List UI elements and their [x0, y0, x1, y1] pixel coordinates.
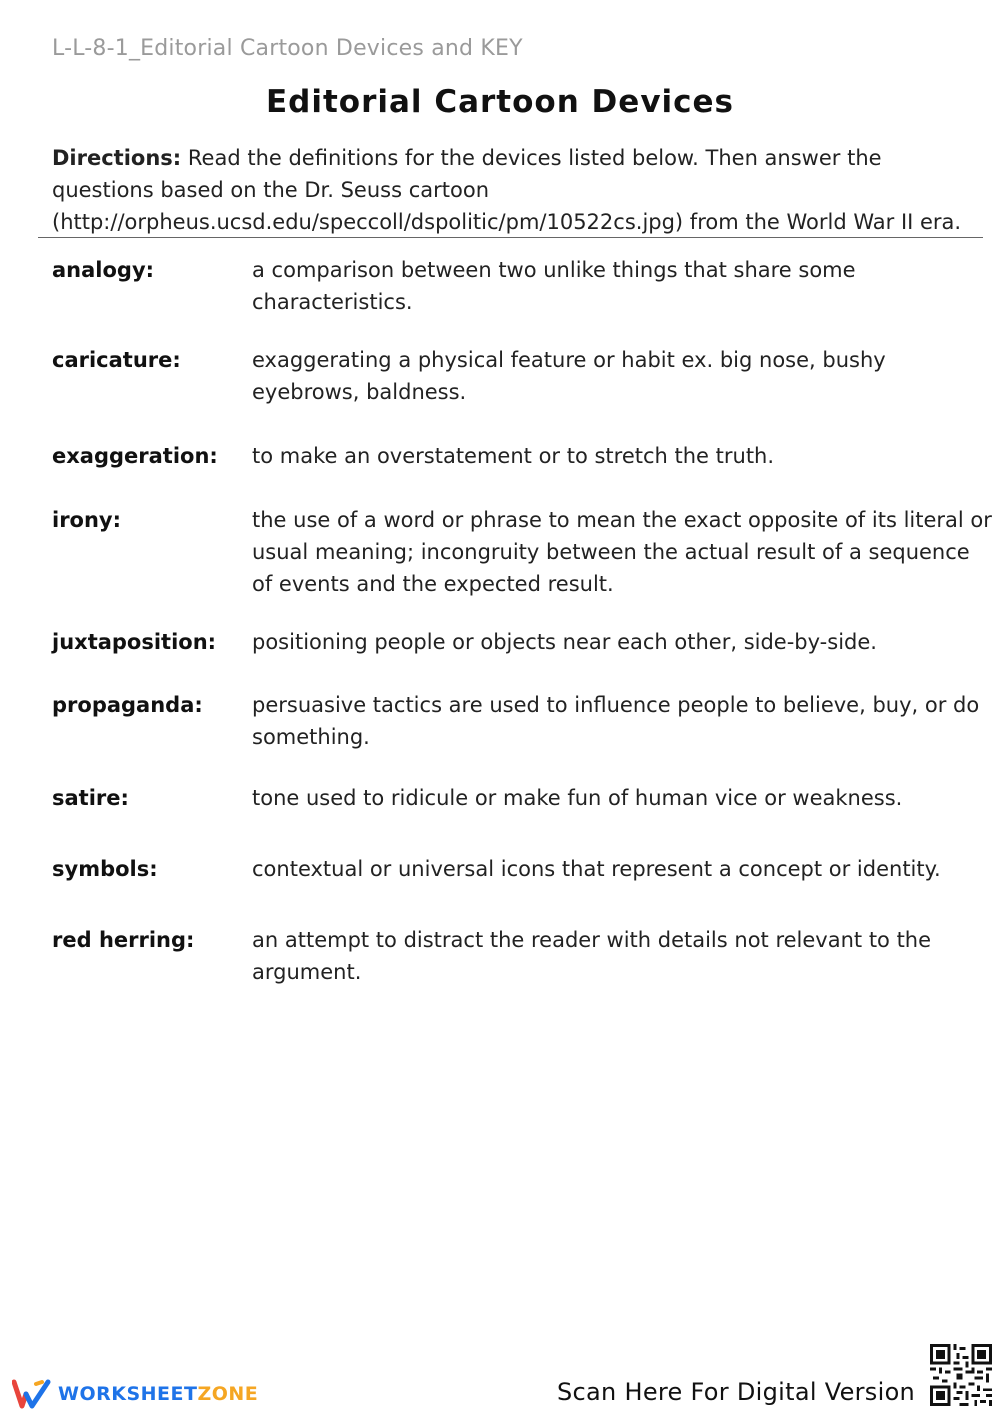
definition-analogy: a comparison between two unlike things that share some characteristics.: [252, 258, 856, 314]
directions-divider: [38, 237, 983, 238]
footer-brand[interactable]: [12, 1376, 258, 1412]
directions-text: Read the definitions for the devices listed below. Then answer the questions based on the Dr. Seuss cartoon: [52, 146, 882, 202]
worksheetzone-logo-icon: [12, 1378, 52, 1410]
brand-name: [58, 1383, 258, 1405]
term-satire: satire:: [52, 786, 129, 810]
definition-irony: the use of a word or phrase to mean the exact opposite of its literal or usual meaning; incongruity between the actual result of a sequence of events and the expected result.: [252, 508, 992, 596]
definition-caricature: exaggerating a physical feature or habit ex. big nose, bushy eyebrows, baldness.: [252, 348, 886, 404]
definition-red-herring: an attempt to distract the reader with details not relevant to the argument.: [252, 928, 932, 984]
term-propaganda: propaganda:: [52, 693, 203, 717]
page-title: Editorial Cartoon Devices: [265, 84, 735, 120]
term-analogy: analogy:: [52, 258, 155, 282]
term-red-herring: red herring:: [52, 928, 195, 952]
term-caricature: caricature:: [52, 348, 181, 372]
scan-prompt: Scan Here For Digital Version: [557, 1378, 916, 1406]
term-juxtaposition: juxtaposition:: [52, 630, 217, 654]
directions: [52, 142, 987, 238]
definition-propaganda: persuasive tactics are used to influence people to believe, buy, or do something.: [252, 693, 980, 749]
definition-satire: tone used to ridicule or make fun of human vice or weakness.: [252, 786, 903, 810]
definition-symbols: contextual or universal icons that represent a concept or identity.: [252, 857, 941, 881]
brand-secondary: ZONE: [197, 1383, 259, 1405]
brand-primary: WORKSHEET: [58, 1383, 198, 1405]
document-id: L-L-8-1_Editorial Cartoon Devices and KEY: [52, 36, 523, 61]
term-irony: irony:: [52, 508, 122, 532]
definition-exaggeration: to make an overstatement or to stretch the truth.: [252, 444, 775, 468]
directions-label: Directions:: [52, 146, 182, 170]
definition-juxtaposition: positioning people or objects near each other, side-by-side.: [252, 630, 877, 654]
term-symbols: symbols:: [52, 857, 158, 881]
directions-url-line: (http://orpheus.ucsd.edu/speccoll/dspolitic/pm/10522cs.jpg) from the World War II era.: [52, 210, 962, 234]
term-exaggeration: exaggeration:: [52, 444, 218, 468]
qr-code-icon[interactable]: [930, 1344, 992, 1406]
